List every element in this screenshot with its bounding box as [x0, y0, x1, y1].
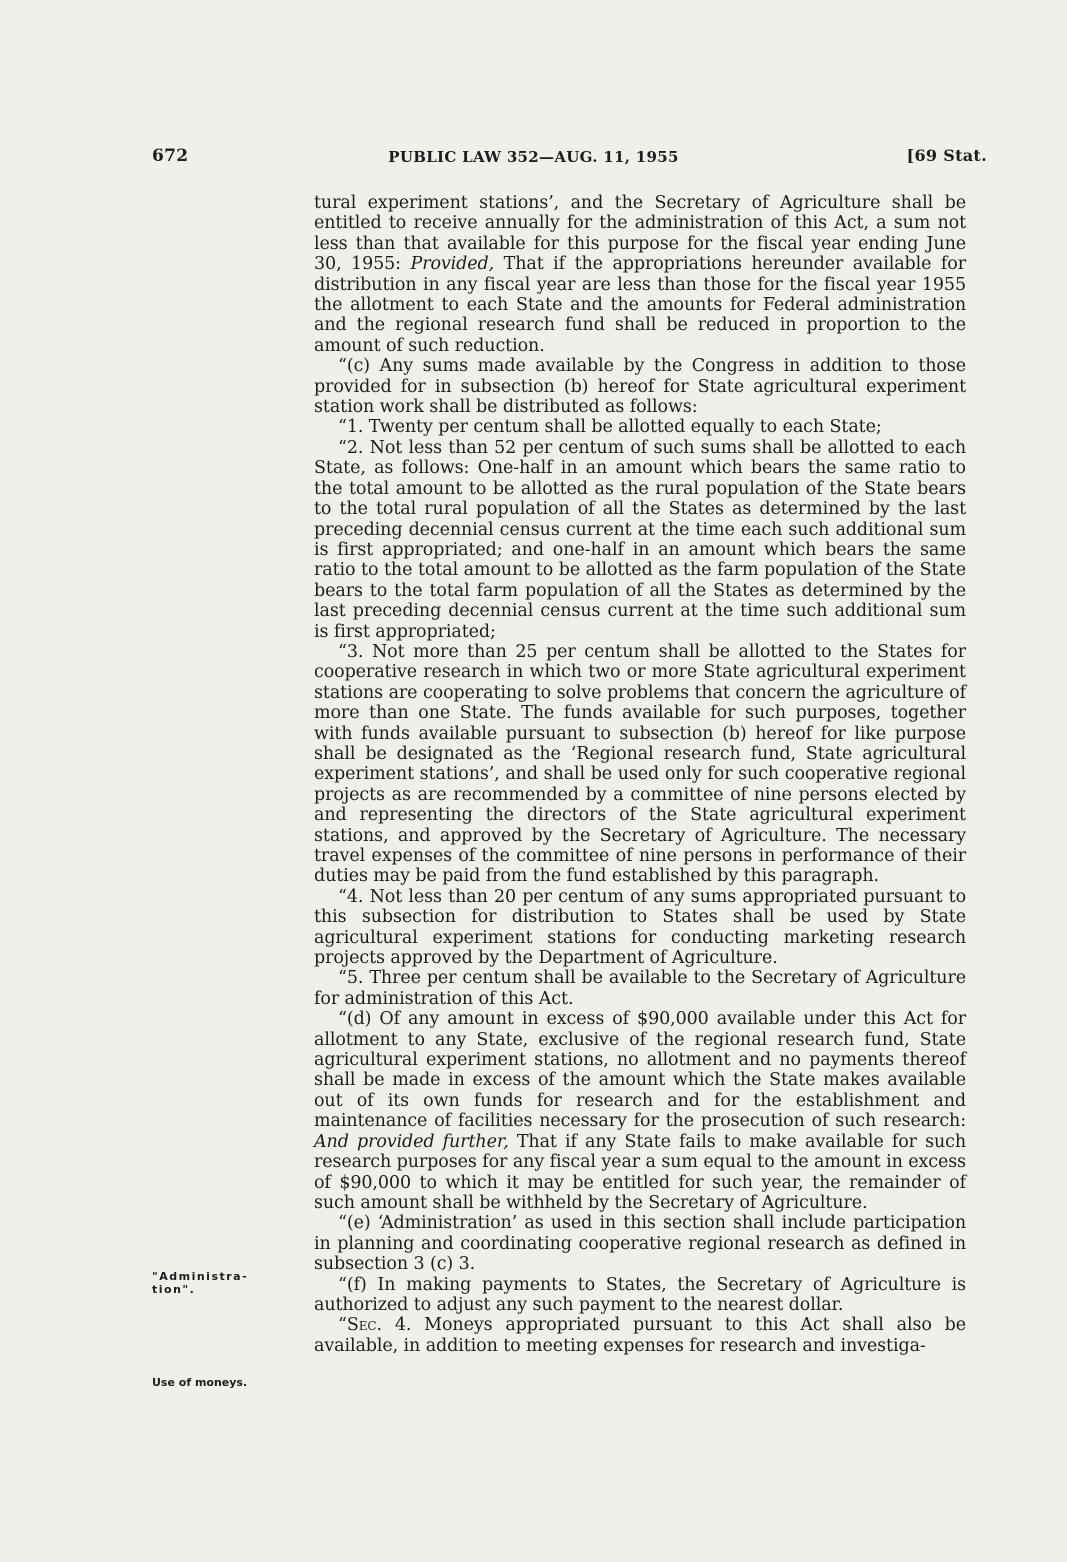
paragraph-d: [314, 1009, 966, 1213]
paragraph-c-3: “3. Not more than 25 per centum shall be allotted to the States for cooperative research in which two or more State agricultural experiment stations are cooperating to solve problems that concern the agriculture of more than one State. The funds available for such purposes, together with funds available pursuant to subsection (b) hereof for like purpose shall be designated as the ‘Regional research fund, State agricultural experiment stations’, and shall be used only for such cooperative regional projects as are recommended by a committee of nine persons elected by and representing the directors of the State agricultural experiment stations, and approved by the Secretary of Agriculture. The necessary travel expenses of the committee of nine persons in performance of their duties may be paid from the fund established by this paragraph.: [314, 641, 966, 887]
section-label: “Sec.: [338, 1315, 382, 1336]
text-run: 4. Moneys appropriated pursuant to this Act shall also be available, in addition to meeting expenses for research and investiga-: [314, 1315, 966, 1356]
text-run: tural experiment stations’, and the Secretary of Agriculture shall be entitled to receive annually for the administration of this Act, a sum not less than that available for this purpose for the fiscal year ending June 30, 1955:: [314, 193, 966, 275]
margin-note-use-of-moneys: Use of moneys.: [152, 1376, 248, 1389]
paragraph-c-1: “1. Twenty per centum shall be allotted equally to each State;: [338, 417, 882, 438]
paragraph-e: “(e) ‘Administration’ as used in this section shall include participation in planning and coordinating cooperative regional research as defined in subsection 3 (c) 3.: [314, 1213, 966, 1275]
section-4: [314, 1315, 966, 1356]
text-run: That if any State fails to make available for such research purposes for any fiscal year a sum equal to the amount in excess of $90,000 to which it may be entitled for such year, the remainder of such amount shall be withheld by the Secretary of Agriculture.: [314, 1131, 966, 1213]
page-number: 672: [152, 146, 189, 166]
paragraph-f: “(f) In making payments to States, the Secretary of Agriculture is authorized to adjust any such payment to the nearest dollar.: [314, 1274, 966, 1315]
italic-proviso: And provided further,: [314, 1131, 509, 1152]
paragraph-b-continuation: [314, 193, 966, 356]
text-run: “(d) Of any amount in excess of $90,000 available under this Act for allotment to any State, exclusive of the regional research fund, State agricultural experiment stations, no allotment and no payments thereof shall be made in excess of the amount which the State makes available out of its own funds for research and for the establishment and maintenance of facilities necessary for the prosecution of such research:: [314, 1009, 966, 1132]
statute-text: [314, 193, 966, 1356]
paragraph-c: “(c) Any sums made available by the Congress in addition to those provided for in subsection (b) hereof for State agricultural experiment station work shall be distributed as follows:: [314, 356, 966, 418]
text-run: That if the appropriations hereunder available for distribution in any fiscal year are less than those for the fiscal year 1955 the allotment to each State and the amounts for Federal administration and the regional research fund shall be reduced in proportion to the amount of such reduction.: [314, 254, 966, 356]
margin-note-administration: [152, 1270, 294, 1296]
italic-proviso: Provided,: [410, 254, 495, 275]
paragraph-c-2: “2. Not less than 52 per centum of such sums shall be allotted to each State, as follows: One-half in an amount which bears the same ratio to the total amount to be allotted as the rural population of the State bears to the total rural population of all the States as determined by the last preceding decennial census current at the time each such additional sum is first appropriated; and one-half in an amount which bears the same ratio to the total amount to be allotted as the farm population of the State bears to the total farm population of all the States as determined by the last preceding decennial census current at the time such additional sum is first appropriated;: [314, 437, 966, 642]
volume-citation: [69 Stat.: [906, 146, 987, 165]
margin-note-text: "Administra- tion".: [152, 1270, 249, 1296]
running-head-title: PUBLIC LAW 352—AUG. 11, 1955: [388, 148, 679, 166]
paragraph-c-5: “5. Three per centum shall be available to the Secretary of Agriculture for administration of this Act.: [314, 968, 966, 1009]
paragraph-c-4: “4. Not less than 20 per centum of any sums appropriated pursuant to this subsection for distribution to States shall be used by State agricultural experiment stations for conducting marketing research projects approved by the Department of Agriculture.: [314, 886, 966, 969]
